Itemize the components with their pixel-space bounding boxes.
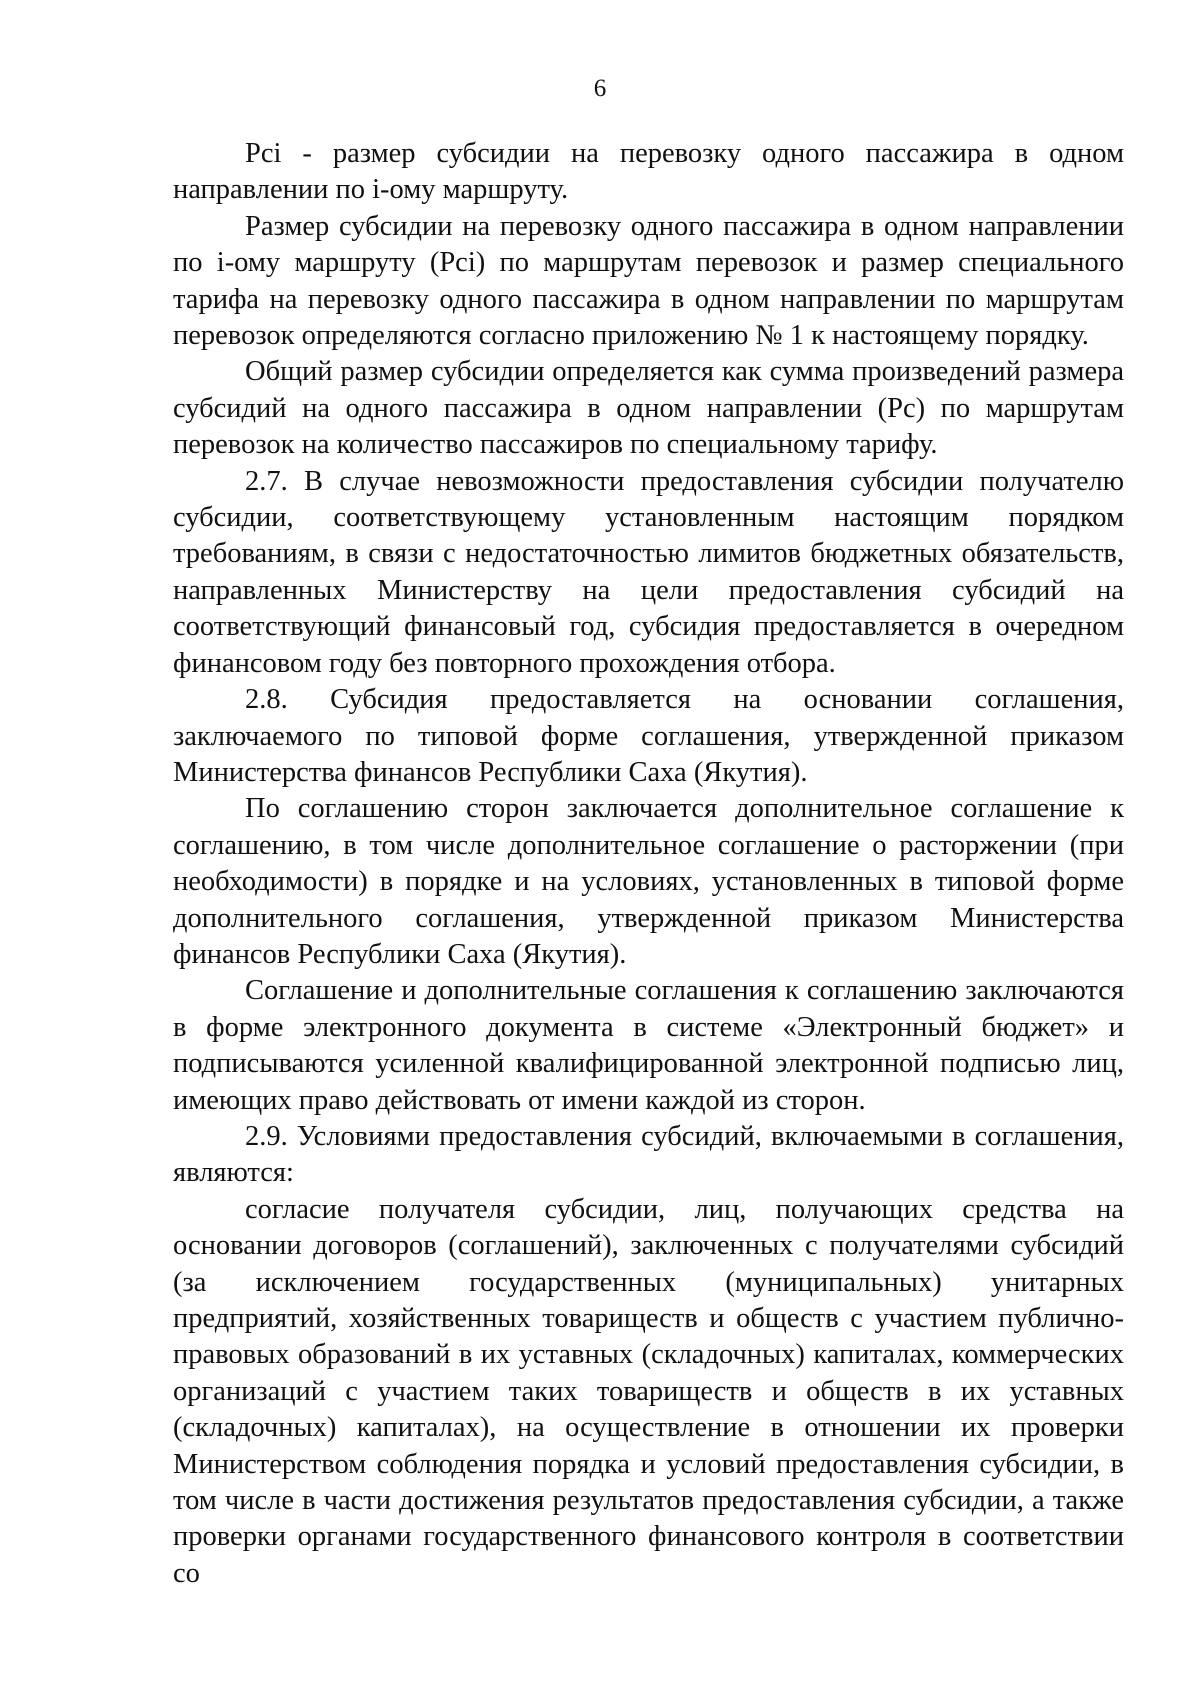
paragraph-clause-2-7: 2.7. В случае невозможности предоставления субсидии получателю субсидии, соответствующему установленным настоящим порядком требованиям, в связи с недостаточностью лимитов бюджетных обязательств, направленных Министерству на цели предоставления субсидий на соответствующий финансовый год, субсидия предоставляется в очередном финансовом году без повторного прохождения отбора. [173, 465, 1124, 679]
paragraph-subsidy-size: Размер субсидии на перевозку одного пассажира в одном направлении по i-ому маршруту (Pci) по маршрутам перевозок и размер специального тарифа на перевозку одного пассажира в одном направлении по маршрутам перевозок определяются согласно приложению № 1 к настоящему порядку. [173, 210, 1124, 352]
paragraph-clause-2-8: 2.8. Субсидия предоставляется на основании соглашения, заключаемого по типовой форме соглашения, утвержденной приказом Министерства финансов Республики Саха (Якутия). [173, 684, 1124, 788]
paragraph-consent-conditions: согласие получателя субсидии, лиц, получающих средства на основании договоров (соглашений), заключенных с получателями субсидий (за исключением государственных (муниципальных) унитарных предприятий, хозяйственных товариществ и обществ с участием публично-правовых образований в их уставных (складочных) капиталах, коммерческих организаций с участием таких товариществ и обществ в их уставных (складочных) капиталах), на осуществление в отношении их проверки Министерством соблюдения порядка и условий предоставления субсидии, в том числе в части достижения результатов предоставления субсидии, а также проверки органами государственного финансового контроля в соответствии со [173, 1193, 1124, 1589]
page-number: 6 [593, 75, 607, 102]
paragraph-clause-2-9: 2.9. Условиями предоставления субсидий, включаемыми в соглашения, являются: [173, 1120, 1124, 1189]
document-body [173, 136, 1124, 1592]
paragraph-electronic-budget: Соглашение и дополнительные соглашения к соглашению заключаются в форме электронного документа в системе «Электронный бюджет» и подписываются усиленной квалифицированной электронной подписью лиц, имеющих право действовать от имени каждой из сторон. [173, 975, 1124, 1116]
paragraph-pci-definition: Pci - размер субсидии на перевозку одного пассажира в одном направлении по i-ому маршруту. [173, 138, 1124, 206]
paragraph-total-subsidy: Общий размер субсидии определяется как сумма произведений размера субсидий на одного пассажира в одном направлении (Pc) по маршрутам перевозок на количество пассажиров по специальному тарифу. [173, 356, 1124, 461]
paragraph-additional-agreement: По соглашению сторон заключается дополнительное соглашение к соглашению, в том числе дополнительное соглашение о расторжении (при необходимости) в порядке и на условиях, установленных в типовой форме дополнительного соглашения, утвержденной приказом Министерства финансов Республики Саха (Якутия). [173, 793, 1124, 970]
